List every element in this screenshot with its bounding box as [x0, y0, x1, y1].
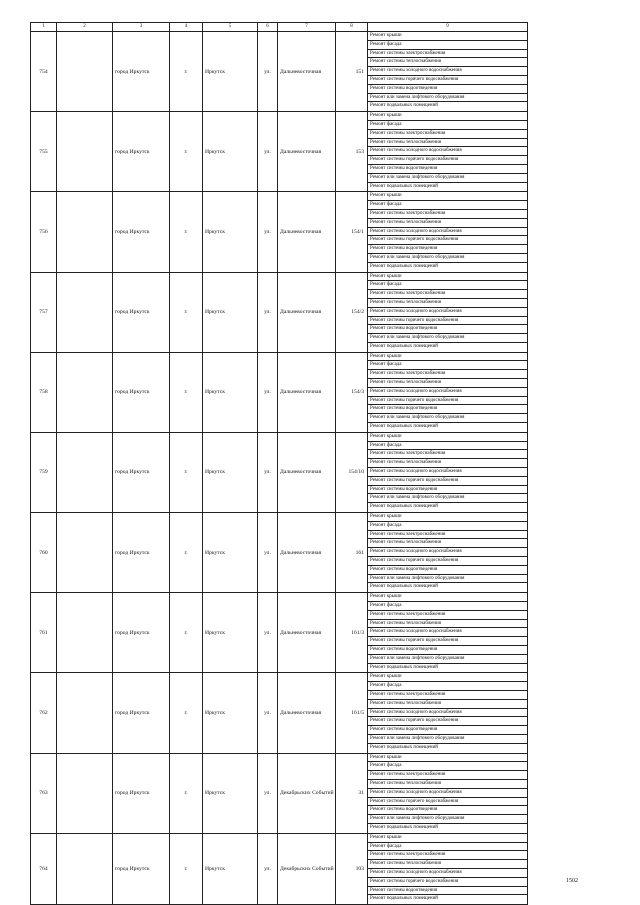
work-item: Ремонт или замена лифтового оборудования — [368, 174, 527, 183]
row-number: 759 — [31, 432, 57, 512]
street-type-cell: ул. — [258, 673, 278, 753]
work-item: Ремонт крыши — [368, 112, 527, 121]
work-item: Ремонт системы горячего водоснабжения — [368, 798, 527, 807]
street-type-cell: ул. — [258, 192, 278, 272]
city-cell: Иркутск — [203, 192, 258, 272]
work-item: Ремонт системы электроснабжения — [368, 611, 527, 620]
city-cell: Иркутск — [203, 753, 258, 833]
work-item: Ремонт подвальных помещений — [370, 183, 438, 189]
city-cell: Иркутск — [203, 673, 258, 753]
work-item: Ремонт системы холодного водоснабжения — [368, 709, 527, 718]
work-item: Ремонт системы холодного водоснабжения — [368, 468, 527, 477]
settlement-type-cell: г. — [170, 272, 203, 352]
table-row — [31, 32, 528, 112]
settlement-type-cell: г. — [170, 753, 203, 833]
work-item: Ремонт системы горячего водоснабжения — [368, 236, 527, 245]
work-item: Ремонт системы теплоснабжения — [368, 139, 527, 148]
empty-cell — [57, 112, 113, 192]
street-type-cell: ул. — [258, 593, 278, 673]
column-header: 4 — [170, 23, 203, 32]
work-item: Ремонт крыши — [368, 754, 527, 763]
settlement-cell: город Иркутск — [113, 352, 170, 432]
table-row — [31, 432, 528, 512]
settlement-cell: город Иркутск — [113, 833, 170, 904]
work-item: Ремонт системы теплоснабжения — [368, 620, 527, 629]
work-item: Ремонт системы водоотведения — [368, 806, 527, 815]
work-item: Ремонт системы водоотведения — [368, 405, 527, 414]
table-row — [31, 192, 528, 272]
row-number: 761 — [31, 593, 57, 673]
work-item: Ремонт фасада — [368, 682, 527, 691]
work-item: Ремонт подвальных помещений — [370, 424, 438, 430]
row-number: 760 — [31, 513, 57, 593]
street-cell: Дальневосточная — [278, 513, 336, 593]
house-number-cell: 151 — [336, 32, 368, 112]
city-cell: Иркутск — [203, 593, 258, 673]
work-item: Ремонт фасада — [368, 41, 527, 50]
work-item: Ремонт фасада — [368, 522, 527, 531]
works-cell — [368, 593, 528, 673]
column-header: 7 — [278, 23, 336, 32]
empty-cell — [57, 32, 113, 112]
street-cell: Дальневосточная — [278, 432, 336, 512]
work-item: Ремонт системы водоотведения — [368, 566, 527, 575]
work-item: Ремонт системы теплоснабжения — [368, 539, 527, 548]
work-item: Ремонт системы водоотведения — [368, 726, 527, 735]
work-item: Ремонт подвальных помещений — [370, 744, 438, 750]
city-cell: Иркутск — [203, 833, 258, 904]
work-item: Ремонт фасада — [368, 121, 527, 130]
row-number: 756 — [31, 192, 57, 272]
column-header: 1 — [31, 23, 57, 32]
work-item: Ремонт системы теплоснабжения — [368, 860, 527, 869]
street-cell: Дальневосточная — [278, 272, 336, 352]
house-number-cell: 103 — [336, 833, 368, 904]
work-item: Ремонт системы холодного водоснабжения — [368, 147, 527, 156]
work-item: Ремонт системы электроснабжения — [368, 450, 527, 459]
works-cell — [368, 432, 528, 512]
work-item: Ремонт или замена лифтового оборудования — [368, 94, 527, 103]
work-item: Ремонт фасада — [368, 762, 527, 771]
settlement-type-cell: г. — [170, 673, 203, 753]
house-number-cell: 154/3 — [336, 352, 368, 432]
work-item: Ремонт системы горячего водоснабжения — [368, 317, 527, 326]
table-row — [31, 272, 528, 352]
work-item: Ремонт крыши — [368, 192, 527, 201]
table-row — [31, 352, 528, 432]
street-type-cell: ул. — [258, 432, 278, 512]
works-cell — [368, 352, 528, 432]
work-item: Ремонт системы холодного водоснабжения — [368, 628, 527, 637]
work-item: Ремонт системы водоотведения — [368, 646, 527, 655]
work-item: Ремонт системы электроснабжения — [368, 771, 527, 780]
street-type-cell: ул. — [258, 272, 278, 352]
row-number: 758 — [31, 352, 57, 432]
table-body — [31, 32, 528, 905]
city-cell: Иркутск — [203, 272, 258, 352]
work-item: Ремонт подвальных помещений — [370, 343, 438, 349]
street-cell: Дальневосточная — [278, 593, 336, 673]
work-item: Ремонт системы электроснабжения — [368, 290, 527, 299]
work-item: Ремонт крыши — [368, 834, 527, 843]
work-item: Ремонт системы водоотведения — [368, 85, 527, 94]
work-item: Ремонт системы холодного водоснабжения — [368, 228, 527, 237]
settlement-type-cell: г. — [170, 112, 203, 192]
work-item: Ремонт системы горячего водоснабжения — [368, 557, 527, 566]
works-cell — [368, 272, 528, 352]
street-cell: Дальневосточная — [278, 192, 336, 272]
row-number: 754 — [31, 32, 57, 112]
work-item: Ремонт системы электроснабжения — [368, 50, 527, 59]
work-item: Ремонт фасада — [368, 361, 527, 370]
table-row — [31, 833, 528, 904]
settlement-type-cell: г. — [170, 432, 203, 512]
works-cell — [368, 112, 528, 192]
settlement-cell: город Иркутск — [113, 513, 170, 593]
header-row — [31, 23, 528, 32]
column-header: 3 — [113, 23, 170, 32]
work-item: Ремонт крыши — [368, 673, 527, 682]
work-item: Ремонт системы электроснабжения — [368, 210, 527, 219]
house-number-cell: 161/3 — [336, 593, 368, 673]
work-item: Ремонт системы теплоснабжения — [368, 299, 527, 308]
house-number-cell: 154/1 — [336, 192, 368, 272]
house-number-cell: 31 — [336, 753, 368, 833]
row-number: 757 — [31, 272, 57, 352]
empty-cell — [57, 352, 113, 432]
work-item: Ремонт системы теплоснабжения — [368, 58, 527, 67]
street-type-cell: ул. — [258, 32, 278, 112]
work-item: Ремонт или замена лифтового оборудования — [368, 655, 527, 664]
work-item: Ремонт фасада — [368, 442, 527, 451]
settlement-cell: город Иркутск — [113, 432, 170, 512]
row-number: 764 — [31, 833, 57, 904]
street-type-cell: ул. — [258, 513, 278, 593]
work-item: Ремонт системы горячего водоснабжения — [368, 477, 527, 486]
column-header: 5 — [203, 23, 258, 32]
work-item: Ремонт системы холодного водоснабжения — [368, 789, 527, 798]
work-item: Ремонт системы горячего водоснабжения — [368, 397, 527, 406]
work-item: Ремонт системы холодного водоснабжения — [368, 869, 527, 878]
work-item: Ремонт системы холодного водоснабжения — [368, 67, 527, 76]
city-cell: Иркутск — [203, 513, 258, 593]
page-number: 1502 — [566, 878, 578, 884]
row-number: 763 — [31, 753, 57, 833]
work-item: Ремонт системы водоотведения — [368, 165, 527, 174]
work-item: Ремонт системы теплоснабжения — [368, 700, 527, 709]
work-item: Ремонт системы водоотведения — [368, 887, 527, 896]
work-item: Ремонт подвальных помещений — [370, 584, 438, 590]
column-header: 2 — [57, 23, 113, 32]
work-item: Ремонт системы холодного водоснабжения — [368, 548, 527, 557]
row-number: 762 — [31, 673, 57, 753]
street-type-cell: ул. — [258, 753, 278, 833]
street-cell: Дальневосточная — [278, 32, 336, 112]
column-header: 6 — [258, 23, 278, 32]
work-item: Ремонт подвальных помещений — [370, 263, 438, 269]
settlement-type-cell: г. — [170, 513, 203, 593]
empty-cell — [57, 673, 113, 753]
work-item: Ремонт фасада — [368, 281, 527, 290]
empty-cell — [57, 593, 113, 673]
street-type-cell: ул. — [258, 112, 278, 192]
work-item: Ремонт системы водоотведения — [368, 486, 527, 495]
row-number: 755 — [31, 112, 57, 192]
work-item: Ремонт крыши — [368, 433, 527, 442]
work-item: Ремонт системы горячего водоснабжения — [368, 717, 527, 726]
empty-cell — [57, 272, 113, 352]
street-cell: Декабрьских Событий — [278, 833, 336, 904]
table-row — [31, 513, 528, 593]
work-item: Ремонт подвальных помещений — [370, 504, 438, 510]
column-header: 9 — [368, 23, 528, 32]
work-item: Ремонт системы холодного водоснабжения — [368, 308, 527, 317]
settlement-cell: город Иркутск — [113, 753, 170, 833]
column-header: 8 — [336, 23, 368, 32]
work-item: Ремонт крыши — [368, 273, 527, 282]
house-number-cell: 161/5 — [336, 673, 368, 753]
house-number-cell: 154/10 — [336, 432, 368, 512]
work-item: Ремонт крыши — [368, 513, 527, 522]
settlement-type-cell: г. — [170, 192, 203, 272]
house-number-cell: 154/2 — [336, 272, 368, 352]
street-cell: Дальневосточная — [278, 352, 336, 432]
empty-cell — [57, 833, 113, 904]
city-cell: Иркутск — [203, 112, 258, 192]
work-item: Ремонт системы электроснабжения — [368, 370, 527, 379]
street-cell: Дальневосточная — [278, 673, 336, 753]
work-item: Ремонт или замена лифтового оборудования — [368, 575, 527, 584]
work-item: Ремонт подвальных помещений — [370, 896, 438, 902]
settlement-type-cell: г. — [170, 32, 203, 112]
house-number-cell: 161 — [336, 513, 368, 593]
settlement-cell: город Иркутск — [113, 112, 170, 192]
work-item: Ремонт системы холодного водоснабжения — [368, 388, 527, 397]
work-item: Ремонт фасада — [368, 602, 527, 611]
settlement-type-cell: г. — [170, 352, 203, 432]
city-cell: Иркутск — [203, 432, 258, 512]
work-item: Ремонт системы горячего водоснабжения — [368, 637, 527, 646]
work-item: Ремонт системы водоотведения — [368, 245, 527, 254]
table-row — [31, 593, 528, 673]
work-item: Ремонт или замена лифтового оборудования — [368, 735, 527, 744]
works-cell — [368, 513, 528, 593]
work-item: Ремонт системы горячего водоснабжения — [368, 878, 527, 887]
street-cell: Дальневосточная — [278, 112, 336, 192]
work-item: Ремонт подвальных помещений — [370, 824, 438, 830]
work-item: Ремонт или замена лифтового оборудования — [368, 815, 527, 824]
settlement-type-cell: г. — [170, 593, 203, 673]
work-item: Ремонт фасада — [368, 201, 527, 210]
work-item: Ремонт или замена лифтового оборудования — [368, 494, 527, 503]
work-item: Ремонт системы электроснабжения — [368, 691, 527, 700]
settlement-cell: город Иркутск — [113, 272, 170, 352]
street-type-cell: ул. — [258, 352, 278, 432]
settlement-cell: город Иркутск — [113, 32, 170, 112]
work-item: Ремонт системы электроснабжения — [368, 851, 527, 860]
work-item: Ремонт системы теплоснабжения — [368, 219, 527, 228]
work-item: Ремонт системы теплоснабжения — [368, 780, 527, 789]
works-cell — [368, 673, 528, 753]
table-row — [31, 753, 528, 833]
table-row — [31, 673, 528, 753]
settlement-cell: город Иркутск — [113, 192, 170, 272]
work-item: Ремонт крыши — [368, 353, 527, 362]
empty-cell — [57, 513, 113, 593]
work-item: Ремонт крыши — [368, 593, 527, 602]
work-item: Ремонт системы теплоснабжения — [368, 379, 527, 388]
registry-table — [30, 22, 528, 905]
works-cell — [368, 833, 528, 904]
work-item: Ремонт системы водоотведения — [368, 325, 527, 334]
works-cell — [368, 753, 528, 833]
work-item: Ремонт системы горячего водоснабжения — [368, 76, 527, 85]
work-item: Ремонт фасада — [368, 843, 527, 852]
works-cell — [368, 192, 528, 272]
empty-cell — [57, 192, 113, 272]
work-item: Ремонт подвальных помещений — [370, 664, 438, 670]
work-item: Ремонт или замена лифтового оборудования — [368, 414, 527, 423]
settlement-cell: город Иркутск — [113, 593, 170, 673]
works-cell — [368, 32, 528, 112]
house-number-cell: 153 — [336, 112, 368, 192]
work-item: Ремонт системы горячего водоснабжения — [368, 156, 527, 165]
table-row — [31, 112, 528, 192]
street-cell: Декабрьских Событий — [278, 753, 336, 833]
settlement-cell: город Иркутск — [113, 673, 170, 753]
street-type-cell: ул. — [258, 833, 278, 904]
work-item: Ремонт системы электроснабжения — [368, 130, 527, 139]
empty-cell — [57, 432, 113, 512]
city-cell: Иркутск — [203, 352, 258, 432]
work-item: Ремонт подвальных помещений — [370, 103, 438, 109]
city-cell: Иркутск — [203, 32, 258, 112]
work-item: Ремонт системы теплоснабжения — [368, 459, 527, 468]
settlement-type-cell: г. — [170, 833, 203, 904]
work-item: Ремонт или замена лифтового оборудования — [368, 254, 527, 263]
work-item: Ремонт или замена лифтового оборудования — [368, 334, 527, 343]
empty-cell — [57, 753, 113, 833]
work-item: Ремонт крыши — [368, 32, 527, 41]
work-item: Ремонт системы электроснабжения — [368, 531, 527, 540]
